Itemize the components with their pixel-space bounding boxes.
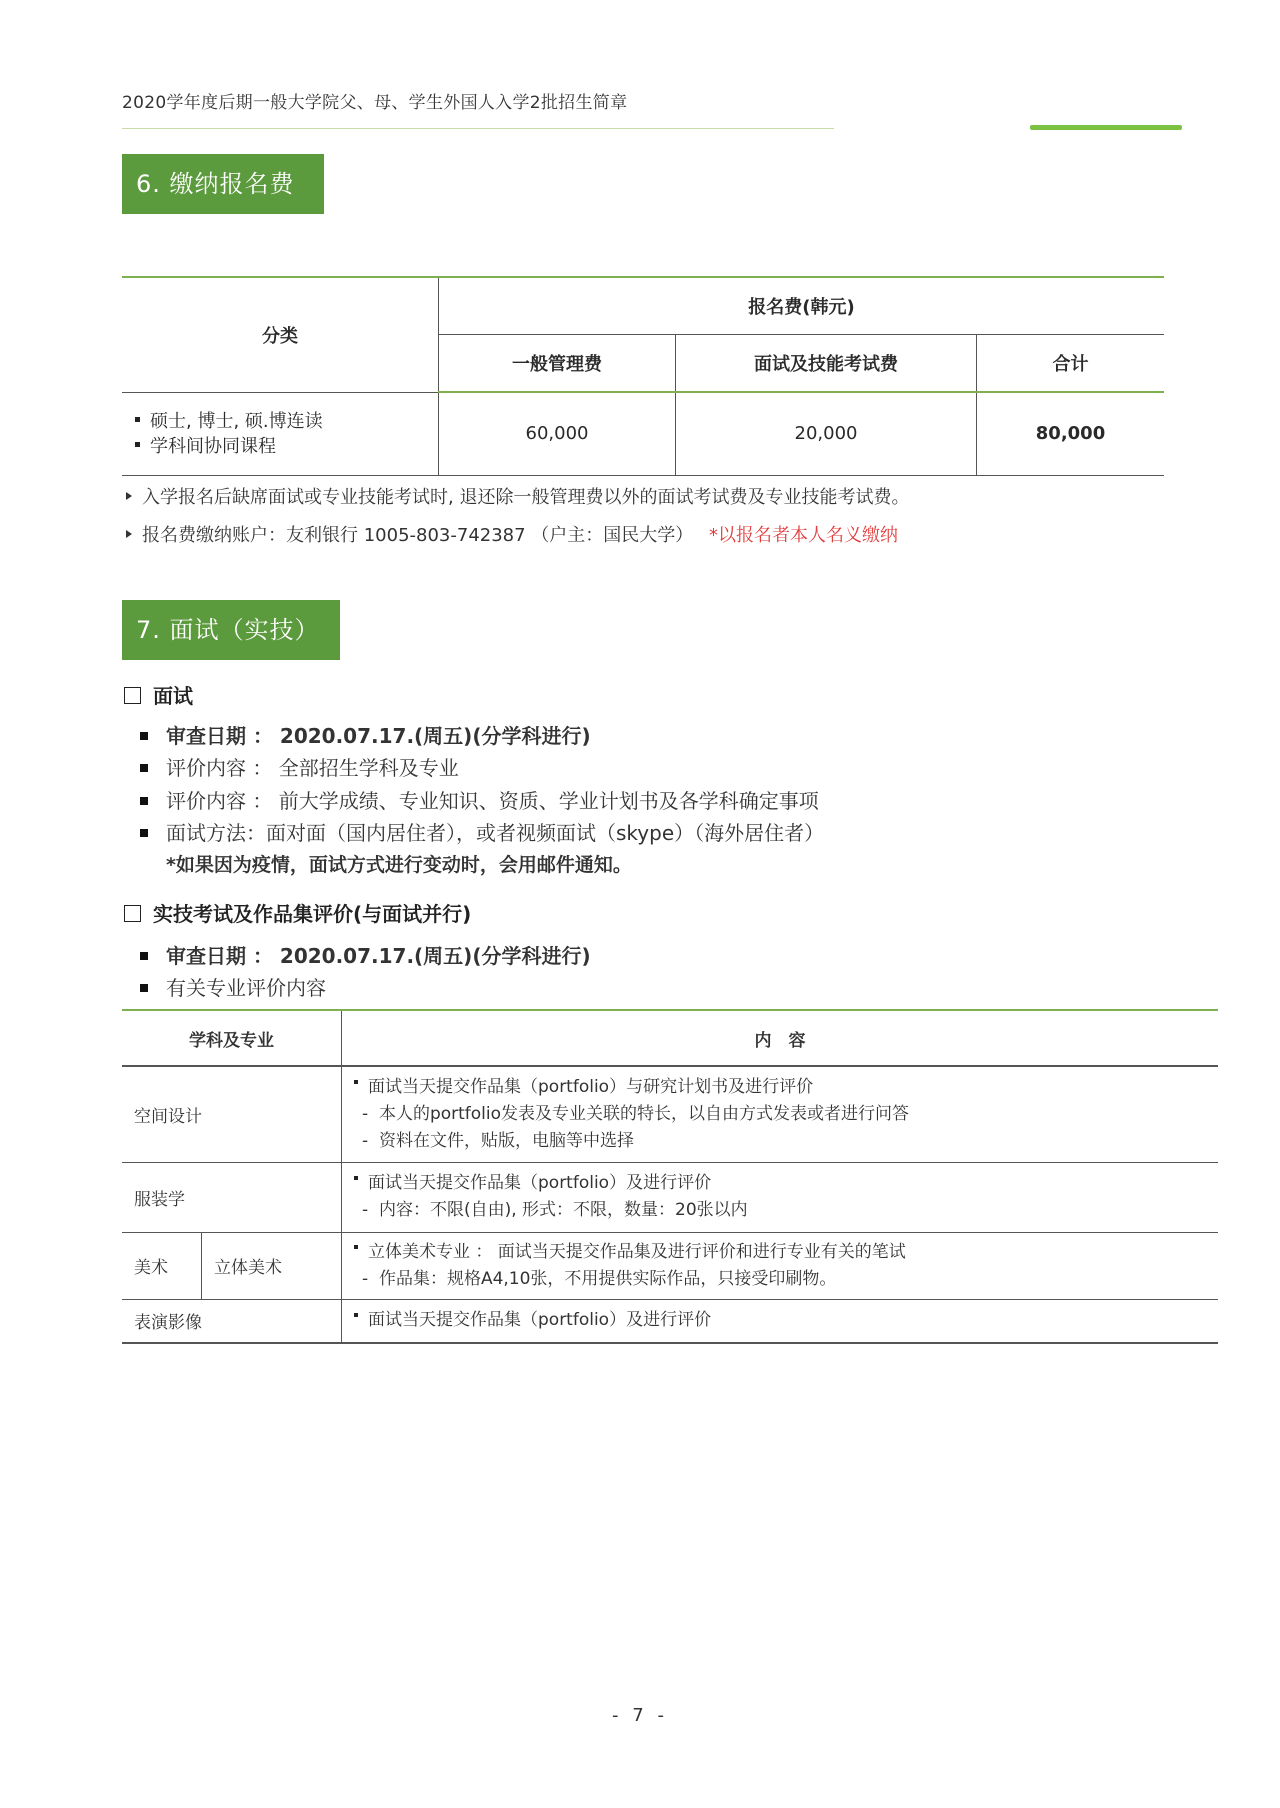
square-bullet-icon: [140, 797, 148, 805]
sub-major-cell: 立体美术: [202, 1232, 342, 1299]
page-number: - 7 -: [612, 1705, 668, 1726]
interview-item: 面试方法：面对面（国内居住者），或者视频面试（skype）（海外居住者）: [140, 817, 824, 846]
fee-category-item: 学科间协同课程: [135, 434, 437, 459]
section-7-heading: 7. 面试（实技）: [122, 600, 340, 660]
triangle-bullet-icon: [126, 492, 132, 500]
square-bullet-icon: [354, 1313, 358, 1317]
interview-item: 评价内容 ： 全部招生学科及专业: [140, 752, 459, 781]
major-cell: 美术: [122, 1232, 202, 1299]
interview-item: 审查日期 ： 2020.07.17.(周五)(分学科进行): [140, 720, 591, 749]
table-row: [122, 1066, 1218, 1162]
square-bullet-icon: [140, 764, 148, 772]
fee-interview-value: 20,000: [676, 392, 977, 475]
major-cell: 表演影像: [122, 1299, 342, 1343]
fee-total-value: 80,000: [977, 392, 1165, 475]
fee-general-value: 60,000: [439, 392, 676, 475]
table-row: [122, 1162, 1218, 1232]
table-row: [122, 1232, 1218, 1299]
fee-col-total: 合计: [977, 335, 1165, 393]
fee-note-refund: 入学报名后缺席面试或专业技能考试时, 退还除一般管理费以外的面试考试费及专业技能考试费。: [126, 483, 909, 509]
fee-header: 报名费(韩元): [439, 277, 1165, 335]
practical-col-major: 学科及专业: [122, 1010, 342, 1066]
table-row: [122, 1299, 1218, 1343]
content-cell: 立体美术专业 ： 面试当天提交作品集及进行评价和进行专业有关的笔试 - 作品集：规格A4,10张，不用提供实际作品，只接受印刷物。: [342, 1232, 1219, 1299]
fee-category-item: 硕士, 博士, 硕.博连读: [135, 409, 437, 434]
content-cell: 面试当天提交作品集（portfolio）及进行评价: [342, 1299, 1219, 1343]
header-accent-bar: [1030, 125, 1182, 130]
practical-col-content: 内 容: [342, 1010, 1219, 1066]
practical-item: 有关专业评价内容: [140, 972, 326, 1001]
square-bullet-icon: [354, 1176, 358, 1180]
section-6-heading: 6. 缴纳报名费: [122, 154, 324, 214]
fee-row-categories: [122, 392, 439, 475]
fee-note-account: 报名费缴纳账户：友利银行 1005-803-742387 （户主：国民大学） *以报名者本人名义缴纳: [126, 521, 898, 547]
fee-col-interview: 面试及技能考试费: [676, 335, 977, 393]
major-cell: 服装学: [122, 1162, 342, 1232]
square-bullet-icon: [135, 442, 140, 447]
square-bullet-icon: [140, 984, 148, 992]
interview-subheading: 面试: [124, 680, 193, 709]
interview-red-note: *如果因为疫情，面试方式进行变动时，会用邮件通知。: [166, 854, 632, 876]
interview-item: 评价内容 ： 前大学成绩、专业知识、资质、学业计划书及各学科确定事项: [140, 785, 819, 814]
triangle-bullet-icon: [126, 530, 132, 538]
checkbox-square-icon: [124, 687, 141, 704]
content-cell: 面试当天提交作品集（portfolio）与研究计划书及进行评价 - 本人的portfolio发表及专业关联的特长，以自由方式发表或者进行问答 - 资料在文件，贴版，电脑等中选择: [342, 1066, 1219, 1162]
square-bullet-icon: [135, 417, 140, 422]
square-bullet-icon: [140, 829, 148, 837]
square-bullet-icon: [354, 1080, 358, 1084]
square-bullet-icon: [140, 732, 148, 740]
major-cell: 空间设计: [122, 1066, 342, 1162]
square-bullet-icon: [354, 1245, 358, 1249]
practical-table: [122, 1009, 1218, 1344]
fee-col-general: 一般管理费: [439, 335, 676, 393]
square-bullet-icon: [140, 952, 148, 960]
header-rule: [122, 128, 834, 129]
fee-table: [122, 276, 1164, 476]
fee-category-header: 分类: [122, 277, 439, 392]
practical-subheading: 实技考试及作品集评价(与面试并行): [124, 898, 471, 927]
checkbox-square-icon: [124, 905, 141, 922]
content-cell: 面试当天提交作品集（portfolio）及进行评价 - 内容：不限(自由), 形式：不限，数量：20张以内: [342, 1162, 1219, 1232]
fee-note-red: *以报名者本人名义缴纳: [709, 525, 899, 546]
practical-item: 审查日期 ： 2020.07.17.(周五)(分学科进行): [140, 940, 591, 969]
document-header-title: 2020学年度后期一般大学院父、母、学生外国人入学2批招生简章: [122, 93, 628, 113]
